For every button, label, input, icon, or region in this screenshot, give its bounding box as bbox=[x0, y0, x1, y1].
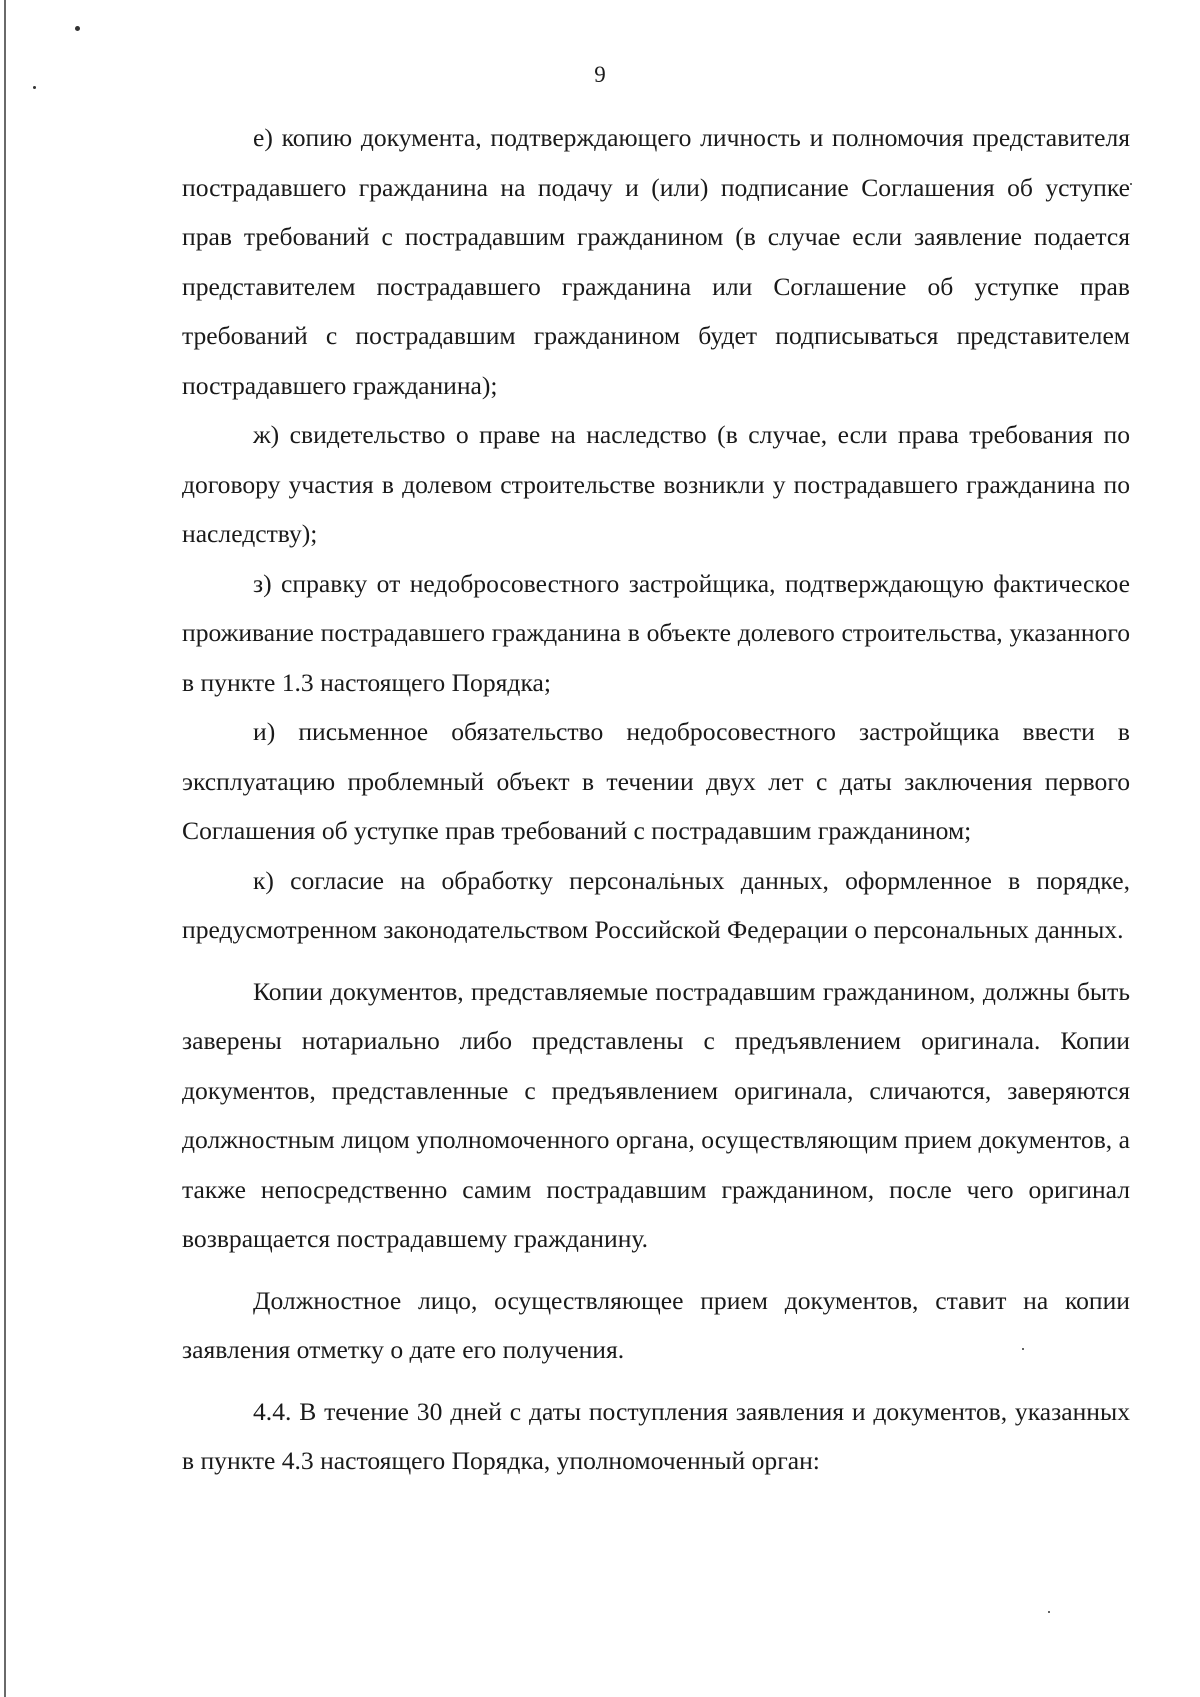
document-body bbox=[182, 113, 1130, 1486]
paragraph-i-developer-obligation: и) письменное обязательство недобросовестного застройщика ввести в эксплуатацию проблемный объект в течении двух лет с даты заключения первого Соглашения об уступке прав требований с пострадавшим гражданином; bbox=[182, 717, 1130, 845]
scan-speck bbox=[75, 26, 80, 31]
scan-left-edge-line bbox=[4, 0, 6, 1697]
paragraph-receipt-mark: Должностное лицо, осуществляющее прием документов, ставит на копии заявления отметку о дате его получения. bbox=[182, 1285, 1130, 1364]
paragraph-document-copies-certification: Копии документов, представляемые пострадавшим гражданином, должны быть заверены нотариально либо представлены с предъявлением оригинала. Копии документов, представленные с предъявлением оригинала, сличаются, заверяются должностным лицом уполномоченного органа, осуществляющим прием документов, а также непосредственно самим пострадавшим гражданином, после чего оригинал возвращается пострадавшему гражданину. bbox=[182, 976, 1130, 1253]
paragraph-4-4-review-period: 4.4. В течение 30 дней с даты поступления заявления и документов, указанных в пункте 4.3 настоящего Порядка, уполномоченный орган: bbox=[182, 1396, 1130, 1475]
scan-speck bbox=[1048, 1611, 1050, 1613]
paragraph-k-personal-data-consent: к) согласие на обработку персональных данных, оформленное в порядке, предусмотренном законодательством Российской Федерации о персональных данных. bbox=[182, 865, 1130, 944]
paragraph-zh-inheritance-certificate: ж) свидетельство о праве на наследство (в случае, если права требования по договору участия в долевом строительстве возникли у пострадавшего гражданина по наследству); bbox=[182, 420, 1130, 548]
scan-speck bbox=[1130, 183, 1132, 185]
page-number: 9 bbox=[594, 62, 606, 87]
paragraph-z-residence-certificate: з) справку от недобросовестного застройщика, подтверждающую фактическое проживание пострадавшего гражданина в объекте долевого строительства, указанного в пункте 1.3 настоящего Порядка; bbox=[182, 568, 1130, 697]
paragraph-e-representative-documents: е) копию документа, подтверждающего личность и полномочия представителя пострадавшего гражданина на подачу и (или) подписание Соглашения об уступке прав требований с пострадавшим гражданином (в случае если заявление подается представителем пострадавшего гражданина или Соглашение об уступке прав требований с пострадавшим гражданином будет подписываться представителем пострадавшего гражданина); bbox=[182, 123, 1130, 400]
